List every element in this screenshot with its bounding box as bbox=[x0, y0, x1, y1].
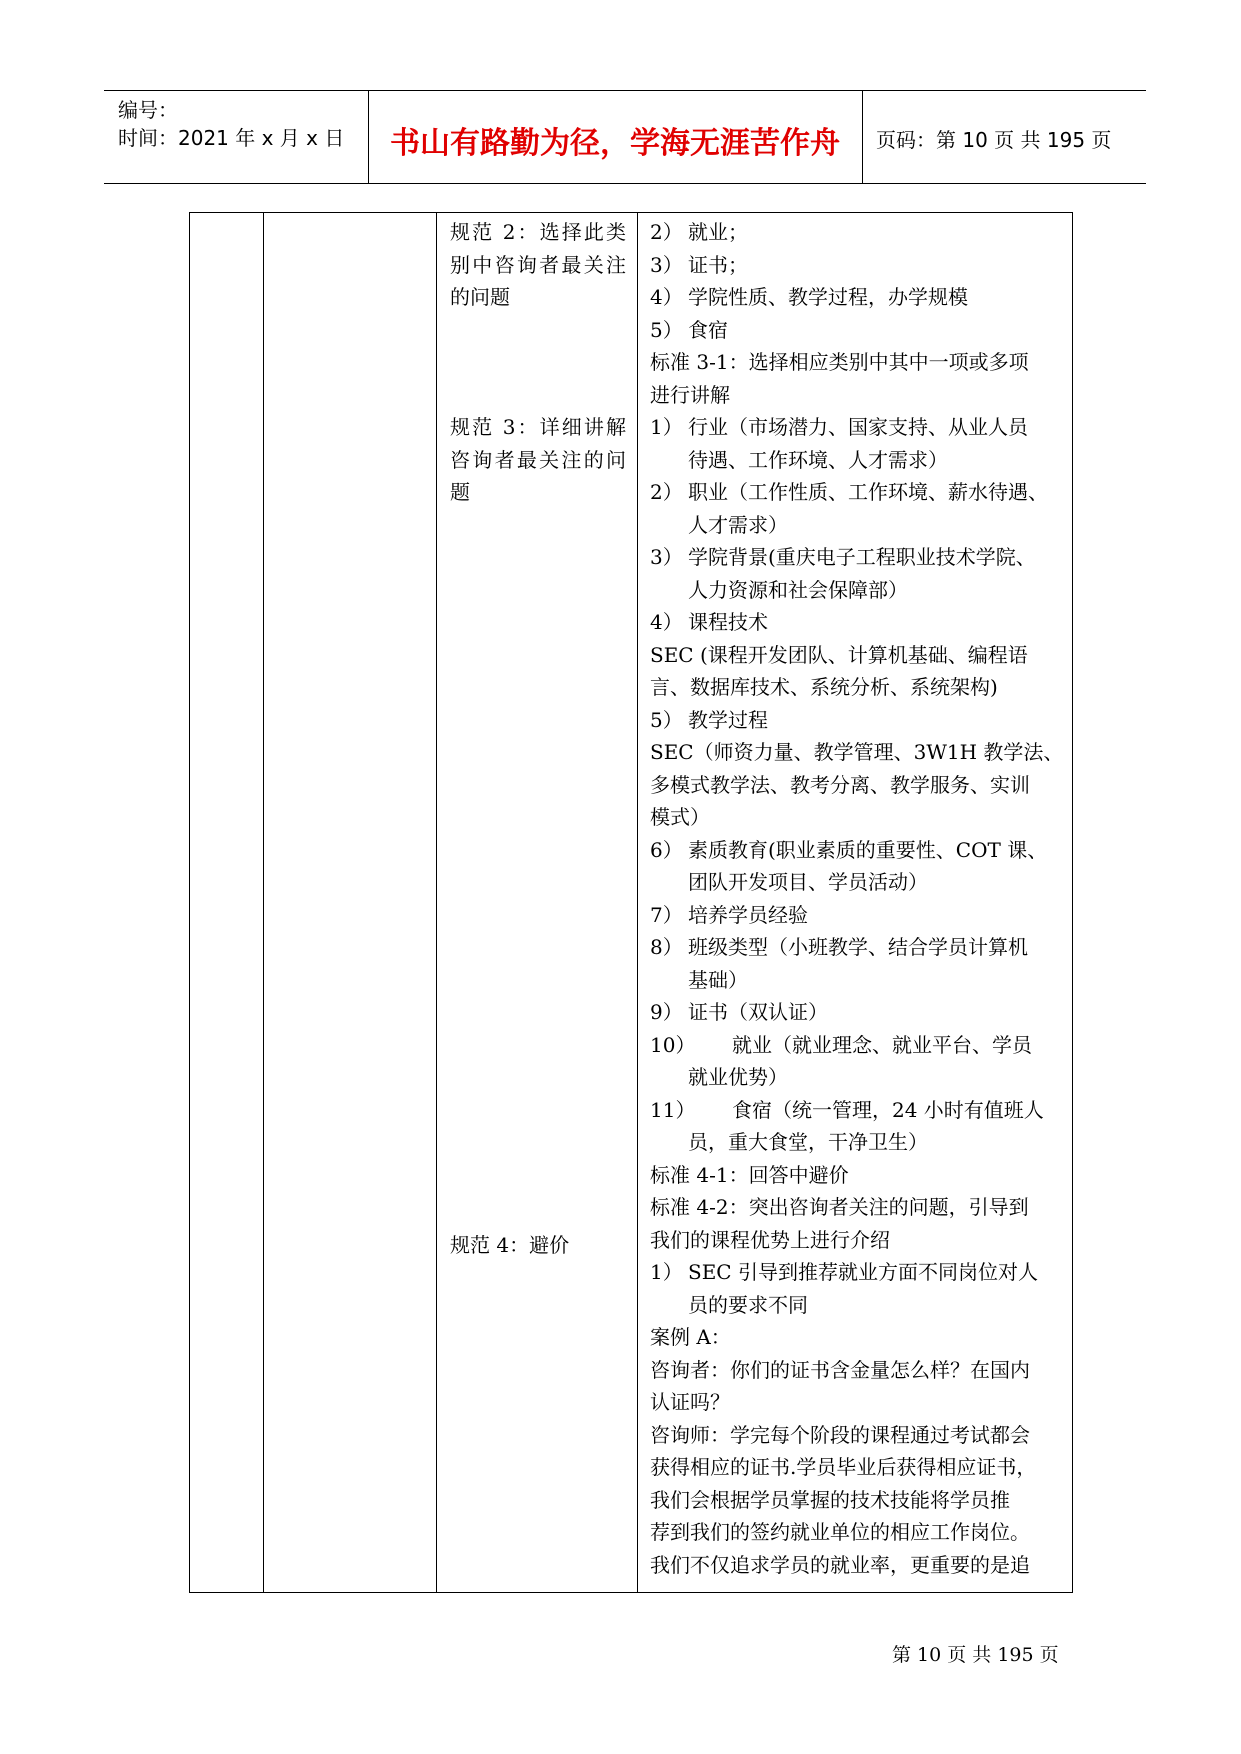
line-text: SEC 引导到推荐就业方面不同岗位对人 bbox=[688, 1260, 1038, 1284]
line-text: 员，重大食堂，干净卫生） bbox=[688, 1130, 928, 1154]
list-indent bbox=[650, 509, 688, 542]
standards-line bbox=[650, 1061, 1066, 1094]
list-number: 4） bbox=[650, 610, 683, 634]
list-indent bbox=[650, 1126, 688, 1159]
standards-line bbox=[650, 1159, 1066, 1192]
header-motto: 书山有路勤为径，学海无涯苦作舟 bbox=[390, 126, 840, 161]
header-top-rule bbox=[104, 90, 1146, 91]
standards-line bbox=[650, 931, 1066, 964]
list-indent bbox=[650, 1061, 688, 1094]
line-text: 基础） bbox=[688, 967, 748, 992]
list-number: 3） bbox=[650, 252, 683, 277]
line-text: 证书（双认证） bbox=[688, 1000, 828, 1024]
spec-3-line: 题 bbox=[450, 480, 470, 504]
line-text: 我们的课程优势上进行介绍 bbox=[650, 1227, 890, 1252]
list-number: 11） bbox=[650, 1097, 696, 1122]
line-text: 证书； bbox=[688, 252, 748, 277]
line-text: 标准 3-1：选择相应类别中其中一项或多项 bbox=[650, 350, 1029, 374]
line-text: 食宿 bbox=[688, 317, 728, 342]
line-text: 素质教育(职业素质的重要性、COT 课、 bbox=[688, 837, 1048, 862]
list-number: 2） bbox=[650, 220, 683, 244]
standards-line bbox=[650, 1484, 1066, 1517]
standards-line bbox=[650, 639, 1066, 672]
standards-line bbox=[650, 1321, 1066, 1354]
line-text: 咨询者：你们的证书含金量怎么样？在国内 bbox=[650, 1357, 1030, 1382]
standards-line bbox=[650, 1549, 1066, 1582]
standards-line bbox=[650, 379, 1066, 412]
line-text: 员的要求不同 bbox=[688, 1292, 808, 1317]
list-number: 9） bbox=[650, 1000, 683, 1024]
list-indent bbox=[650, 866, 688, 899]
standards-line bbox=[650, 1516, 1066, 1549]
line-text: 人才需求） bbox=[688, 512, 788, 537]
standards-line bbox=[650, 996, 1066, 1029]
standards-line bbox=[650, 1224, 1066, 1257]
list-number: 2） bbox=[650, 480, 683, 504]
line-text: 职业（工作性质、工作环境、薪水待遇、 bbox=[688, 480, 1048, 504]
list-number: 5） bbox=[650, 707, 683, 732]
standards-line bbox=[650, 541, 1066, 574]
line-text: 人力资源和社会保障部） bbox=[688, 577, 908, 602]
standards-line bbox=[650, 736, 1066, 769]
line-text: 学院背景(重庆电子工程职业技术学院、 bbox=[688, 545, 1036, 569]
list-indent bbox=[650, 574, 688, 607]
spec-2-line: 的问题 bbox=[450, 285, 510, 309]
standards-line bbox=[650, 899, 1066, 932]
standards-line bbox=[650, 1191, 1066, 1224]
line-text: 我们会根据学员掌握的技术技能将学员推 bbox=[650, 1487, 1010, 1512]
standards-line bbox=[650, 1094, 1066, 1127]
standards-line bbox=[650, 346, 1066, 379]
list-number: 5） bbox=[650, 317, 683, 342]
line-text: 就业； bbox=[688, 220, 748, 244]
standards-line bbox=[650, 1419, 1066, 1452]
line-text: 荐到我们的签约就业单位的相应工作岗位。 bbox=[650, 1520, 1030, 1544]
list-number: 1） bbox=[650, 1260, 683, 1284]
spec-2-cell bbox=[450, 216, 626, 314]
line-text: 咨询师：学完每个阶段的课程通过考试都会 bbox=[650, 1422, 1030, 1447]
spec-3-cell bbox=[450, 411, 626, 509]
spec-2-line: 别中咨询者最关注 bbox=[450, 252, 626, 277]
spec-2-line: 规范 2：选择此类 bbox=[450, 220, 626, 244]
standards-line bbox=[650, 1029, 1066, 1062]
line-text: 获得相应的证书.学员毕业后获得相应证书， bbox=[650, 1455, 1037, 1479]
content-table bbox=[189, 212, 1073, 1593]
line-text: 进行讲解 bbox=[650, 382, 730, 407]
standards-line bbox=[650, 1126, 1066, 1159]
standards-line bbox=[650, 476, 1066, 509]
standards-line bbox=[650, 801, 1066, 834]
line-text: 就业（就业理念、就业平台、学员 bbox=[732, 1032, 1032, 1057]
standards-line bbox=[650, 964, 1066, 997]
line-text: 就业优势） bbox=[688, 1065, 788, 1089]
standards-line bbox=[650, 606, 1066, 639]
list-number: 10） bbox=[650, 1032, 696, 1057]
line-text: 我们不仅追求学员的就业率，更重要的是追 bbox=[650, 1552, 1030, 1577]
list-number: 8） bbox=[650, 935, 683, 959]
spec-4-line: 规范 4：避价 bbox=[450, 1233, 570, 1257]
standards-line bbox=[650, 704, 1066, 737]
standards-line bbox=[650, 866, 1066, 899]
footer-page-number: 第 10 页 共 195 页 bbox=[892, 1644, 1059, 1666]
standards-line bbox=[650, 216, 1066, 249]
list-indent bbox=[650, 964, 688, 997]
header-divider-2 bbox=[862, 90, 863, 184]
line-text: 待遇、工作环境、人才需求） bbox=[688, 447, 948, 472]
document-time-label: 时间：2021 年 x 月 x 日 bbox=[118, 126, 345, 150]
line-text: 标准 4-1：回答中避价 bbox=[650, 1162, 849, 1187]
standards-line bbox=[650, 509, 1066, 542]
line-text: 课程技术 bbox=[688, 610, 768, 634]
document-number-label: 编号： bbox=[118, 98, 178, 122]
spec-3-line: 咨询者最关注的问 bbox=[450, 447, 626, 472]
standards-line bbox=[650, 769, 1066, 802]
standards-cell bbox=[650, 216, 1066, 1581]
line-text: 标准 4-2：突出咨询者关注的问题，引导到 bbox=[650, 1195, 1029, 1219]
list-number: 7） bbox=[650, 902, 683, 927]
line-text: 行业（市场潜力、国家支持、从业人员 bbox=[688, 415, 1028, 439]
spec-4-cell bbox=[450, 1229, 626, 1262]
line-text: SEC (课程开发团队、计算机基础、编程语 bbox=[650, 642, 1028, 667]
standards-line bbox=[650, 1451, 1066, 1484]
list-number: 6） bbox=[650, 837, 683, 862]
line-text: 学院性质、教学过程，办学规模 bbox=[688, 285, 968, 309]
header-bottom-rule bbox=[104, 183, 1146, 184]
line-text: 团队开发项目、学员活动） bbox=[688, 870, 928, 894]
line-text: 多模式教学法、教考分离、教学服务、实训 bbox=[650, 772, 1030, 797]
standards-line bbox=[650, 281, 1066, 314]
list-number: 1） bbox=[650, 415, 683, 439]
standards-line bbox=[650, 249, 1066, 282]
line-text: 认证吗？ bbox=[650, 1390, 730, 1414]
spec-3-line: 规范 3：详细讲解 bbox=[450, 415, 626, 439]
standards-line bbox=[650, 834, 1066, 867]
line-text: 案例 A： bbox=[650, 1325, 731, 1349]
line-text: 食宿（统一管理，24 小时有值班人 bbox=[732, 1097, 1044, 1122]
standards-line bbox=[650, 671, 1066, 704]
header-divider-1 bbox=[368, 90, 369, 184]
standards-line bbox=[650, 574, 1066, 607]
standards-line bbox=[650, 1354, 1066, 1387]
standards-line bbox=[650, 1256, 1066, 1289]
list-number: 3） bbox=[650, 545, 683, 569]
line-text: 培养学员经验 bbox=[688, 902, 808, 927]
line-text: 言、数据库技术、系统分析、系统架构) bbox=[650, 675, 998, 699]
standards-line bbox=[650, 1289, 1066, 1322]
standards-line bbox=[650, 1386, 1066, 1419]
standards-line bbox=[650, 411, 1066, 444]
list-number: 4） bbox=[650, 285, 683, 309]
header-page-number: 页码：第 10 页 共 195 页 bbox=[876, 128, 1112, 152]
table-col-divider-1 bbox=[263, 213, 264, 1592]
list-indent bbox=[650, 444, 688, 477]
line-text: 教学过程 bbox=[688, 707, 768, 732]
line-text: 班级类型（小班教学、结合学员计算机 bbox=[688, 935, 1028, 959]
standards-line bbox=[650, 314, 1066, 347]
standards-line bbox=[650, 444, 1066, 477]
list-indent bbox=[650, 1289, 688, 1322]
table-col-divider-2 bbox=[436, 213, 437, 1592]
line-text: SEC（师资力量、教学管理、3W1H 教学法、 bbox=[650, 740, 1064, 764]
table-col-divider-3 bbox=[637, 213, 638, 1592]
line-text: 模式） bbox=[650, 805, 710, 829]
